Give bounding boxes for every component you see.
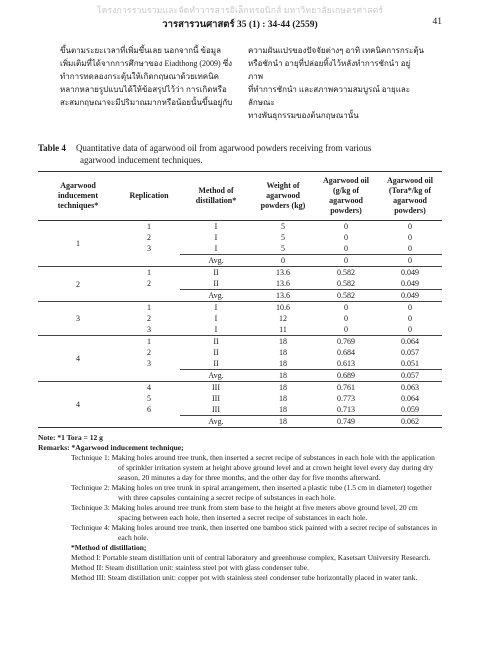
technique-cell: 4 (38, 336, 118, 382)
method-cell: II (213, 348, 219, 357)
method-cell: III (212, 394, 220, 403)
weight-cell: 5 (281, 244, 285, 253)
method-cell: II (213, 268, 219, 277)
oil-g-cell: 0.582 (337, 279, 355, 288)
header-text: distillation* (195, 196, 237, 205)
body-text-line: ทำการทดลองกระตุ้นให้เกิดกฤษณาด้วยเทคนิค (60, 72, 219, 81)
avg-weight: 13.6 (252, 290, 314, 302)
weight-cell: 5 (281, 233, 285, 242)
header-text: (Tora*/kg of (388, 186, 432, 195)
header-replication (118, 172, 180, 221)
table-caption (38, 142, 442, 166)
method-cell: I (214, 222, 218, 231)
avg-oil-g: 0.689 (314, 370, 378, 382)
header-text: powders) (330, 206, 362, 215)
weight-cell: 13.6 (276, 268, 290, 277)
table-label: Table 4 (38, 143, 66, 153)
method-cell: II (213, 337, 219, 346)
data-table (38, 171, 442, 428)
oil-tora-cell: 0.063 (401, 383, 419, 392)
remarks-title: Remarks: *Agarwood inducement technique; (38, 443, 184, 452)
oil-g-cell: 0.582 (337, 268, 355, 277)
body-text-line: เพิ่มเติมที่ได้จากการศึกษาของ Eiadthong (2009) ซึ่ง (60, 59, 233, 68)
oil-tora-cell: 0.049 (401, 268, 419, 277)
avg-weight: 18 (252, 370, 314, 382)
replication-cell: 1 (147, 268, 151, 277)
method-note: Method II: Steam distillation unit: stainless steel pot with glass condenser tube. (71, 563, 309, 572)
body-text-line: สะสมกฤษณาจะมีปริมาณมากหรือน้อยนั้นขึ้นอยู่กับ (60, 98, 233, 107)
replication-cell: 4 (147, 383, 151, 392)
method-cell: I (214, 314, 218, 323)
method-list (38, 553, 442, 583)
replication-cell: 2 (147, 279, 151, 289)
header-text: powders (kg) (260, 201, 306, 210)
replication-cell: 3 (147, 244, 151, 254)
method-cell: I (214, 303, 218, 312)
oil-g-cell: 0.773 (337, 394, 355, 403)
weight-cell: 18 (279, 359, 287, 368)
oil-tora-cell: 0.064 (401, 337, 419, 346)
header-text: agarwood (393, 196, 427, 205)
replication-cell: 1 (147, 337, 151, 346)
oil-tora-cell: 0 (408, 222, 412, 231)
method-note: Method I: Portable steam distillation unit of central laboratory and greenhouse complex, Kasetsart University Research. (71, 553, 431, 562)
weight-cell: 18 (279, 337, 287, 346)
notes-section (38, 433, 442, 583)
oil-g-cell: 0.613 (337, 359, 355, 368)
header-text: Agarwood oil (323, 176, 369, 185)
caption-line-1: Quantitative data of agarwood oil from agarwood powders receiving from various (75, 143, 372, 153)
oil-tora-cell: 0.057 (401, 348, 419, 357)
caption-line-2: agarwood inducement techniques. (80, 155, 203, 165)
table-row (38, 267, 442, 279)
technique-list (38, 453, 442, 543)
method-cell: I (214, 244, 218, 253)
oil-tora-cell: 0 (408, 314, 412, 323)
oil-g-cell: 0 (344, 303, 348, 312)
body-column-left (60, 44, 236, 109)
table-row (38, 302, 442, 314)
table-body (38, 221, 442, 428)
watermark: โครงการรวบรวมและจัดทำวารสารอิเล็กทรอนิกส์ มหาวิทยาลัยเกษตรศาสตร์ (96, 5, 384, 15)
avg-weight: 0 (252, 255, 314, 267)
replication-cell: 3 (118, 324, 180, 336)
weight-cell: 18 (279, 405, 287, 414)
avg-label: Avg. (180, 255, 252, 267)
body-text-line: ที่ทำการชักนำ และสภาพความสมบูรณ์ อายุและลักษณะ (248, 85, 411, 107)
avg-oil-tora: 0.062 (378, 416, 442, 428)
avg-spacer (118, 370, 180, 382)
header-text: (g/kg of (333, 186, 359, 195)
header-method (180, 172, 252, 221)
replication-cell: 2 (147, 314, 151, 323)
body-column-right (248, 44, 424, 122)
method-note: Method III: Steam distillation unit: copper pot with stainless steel condenser tube horizontally placed in water tank. (71, 573, 418, 582)
weight-cell: 5 (281, 222, 285, 231)
header-weight (252, 172, 314, 221)
body-text-line: ขึ้นตามระยะเวลาที่เพิ่มขึ้นเลย นอกจากนี้ ข้อมูล (60, 46, 221, 55)
avg-spacer (118, 290, 180, 302)
method-cell: III (212, 405, 220, 414)
avg-oil-tora: 0.057 (378, 370, 442, 382)
replication-cell: 5 (147, 394, 151, 403)
technique-note: Technique 1: Making holes around tree trunk, then inserted a secret recipe of substances in each hole with the application of sprinkler irritation system at height above ground level and at crown height level every day during dry season, 20 minutes a day for three months, and the other day for five months afterward. (71, 453, 435, 482)
avg-spacer (118, 255, 180, 267)
replication-cell: 1 (147, 222, 151, 231)
avg-oil-g: 0 (314, 255, 378, 267)
replication-cell: 3 (147, 359, 151, 369)
avg-label: Avg. (180, 370, 252, 382)
replication-cell: 6 (147, 405, 151, 415)
avg-oil-g: 0.749 (314, 416, 378, 428)
weight-cell: 11 (252, 324, 314, 336)
avg-spacer (118, 416, 180, 428)
header-text: Agarwood oil (387, 176, 433, 185)
oil-g-cell: 0 (344, 222, 348, 231)
journal-title: วารสารวนศาสตร์ 35 (1) : 34-44 (2559) (162, 20, 318, 30)
table-row (38, 382, 442, 394)
replication-cell: 2 (147, 233, 151, 242)
weight-cell: 18 (279, 348, 287, 357)
header-text: Replication (129, 191, 169, 200)
weight-cell: 18 (279, 394, 287, 403)
method-cell: II (213, 359, 219, 368)
table-row (38, 221, 442, 233)
oil-tora-cell: 0.049 (401, 279, 419, 288)
body-text-line: ทางพันธุกรรมของต้นกฤษณานั้น (248, 111, 359, 120)
avg-weight: 18 (252, 416, 314, 428)
page-number: 41 (432, 17, 442, 27)
header-text: agarwood (329, 196, 363, 205)
header-text: techniques* (57, 201, 99, 210)
method-cell: II (213, 279, 219, 288)
oil-tora-cell: 0.059 (401, 405, 419, 414)
method-cell: III (212, 383, 220, 392)
oil-g-cell: 0 (314, 324, 378, 336)
technique-cell: 1 (38, 221, 118, 267)
header-text: agarwood (266, 191, 300, 200)
body-text-line: หรือชักนำ อายุที่ปล่อยทิ้งไว้หลังทำการชักนำ อยู่ภาพ (248, 59, 411, 81)
methods-title: *Method of distillation; (71, 543, 147, 552)
technique-cell: 4 (38, 382, 118, 428)
oil-tora-cell: 0 (408, 233, 412, 242)
oil-tora-cell: 0 (408, 244, 412, 253)
header-text: Method of (198, 186, 234, 195)
body-text-line: ความผันแปรของปัจจัยต่างๆ อาทิ เทคนิคการกระตุ้น (248, 46, 424, 55)
technique-note: Technique 3: Making holes around tree trunk from stem base to the height at five meters above ground level, 20 cm spacing between each hole, then inserted a secret recipe of substances in each hole. (71, 503, 418, 522)
table-header-row (38, 172, 442, 221)
technique-note: Technique 2: Making holes on tree trunk in spiral arrangement, then inserted a plastic tube (1.5 cm in diameter) together with three capsules containing a secret recipe of substances in each hole. (71, 483, 432, 502)
header-text: powders) (394, 206, 426, 215)
oil-g-cell: 0.769 (337, 337, 355, 346)
page-header (38, 17, 442, 31)
avg-oil-tora: 0.049 (378, 290, 442, 302)
weight-cell: 12 (279, 314, 287, 323)
avg-oil-g: 0.582 (314, 290, 378, 302)
oil-tora-cell: 0.051 (401, 359, 419, 368)
header-technique (38, 172, 118, 221)
oil-g-cell: 0 (344, 244, 348, 253)
weight-cell: 10.6 (276, 303, 290, 312)
note-line: Note: *1 Tora = 12 g (38, 433, 103, 442)
technique-cell: 3 (38, 302, 118, 336)
oil-g-cell: 0.684 (337, 348, 355, 357)
oil-g-cell: 0 (344, 314, 348, 323)
technique-note: Technique 4: Making holes around tree trunk, then inserted one bamboo stick painted with a secret recipe of substances in each hole. (71, 523, 438, 542)
oil-g-cell: 0 (344, 233, 348, 242)
avg-label: Avg. (180, 290, 252, 302)
weight-cell: 18 (279, 383, 287, 392)
replication-cell: 1 (147, 303, 151, 312)
method-cell: I (180, 324, 252, 336)
oil-g-cell: 0.761 (337, 383, 355, 392)
oil-tora-cell: 0 (378, 324, 442, 336)
oil-g-cell: 0.713 (337, 405, 355, 414)
header-oil-g (314, 172, 378, 221)
avg-label: Avg. (180, 416, 252, 428)
replication-cell: 2 (147, 348, 151, 357)
header-text: inducement (58, 191, 98, 200)
method-cell: I (214, 233, 218, 242)
avg-oil-tora: 0 (378, 255, 442, 267)
oil-tora-cell: 0 (408, 303, 412, 312)
oil-tora-cell: 0.064 (401, 394, 419, 403)
header-oil-tora (378, 172, 442, 221)
technique-cell: 2 (38, 267, 118, 302)
header-text: Agarwood (60, 181, 96, 190)
body-text-line: หลากหลายรูปแบบได้ให้ข้อสรุปไว้ว่า การเกิดหรือ (60, 85, 227, 94)
header-text: Weight of (266, 181, 300, 190)
table-row (38, 336, 442, 348)
weight-cell: 13.6 (276, 279, 290, 288)
